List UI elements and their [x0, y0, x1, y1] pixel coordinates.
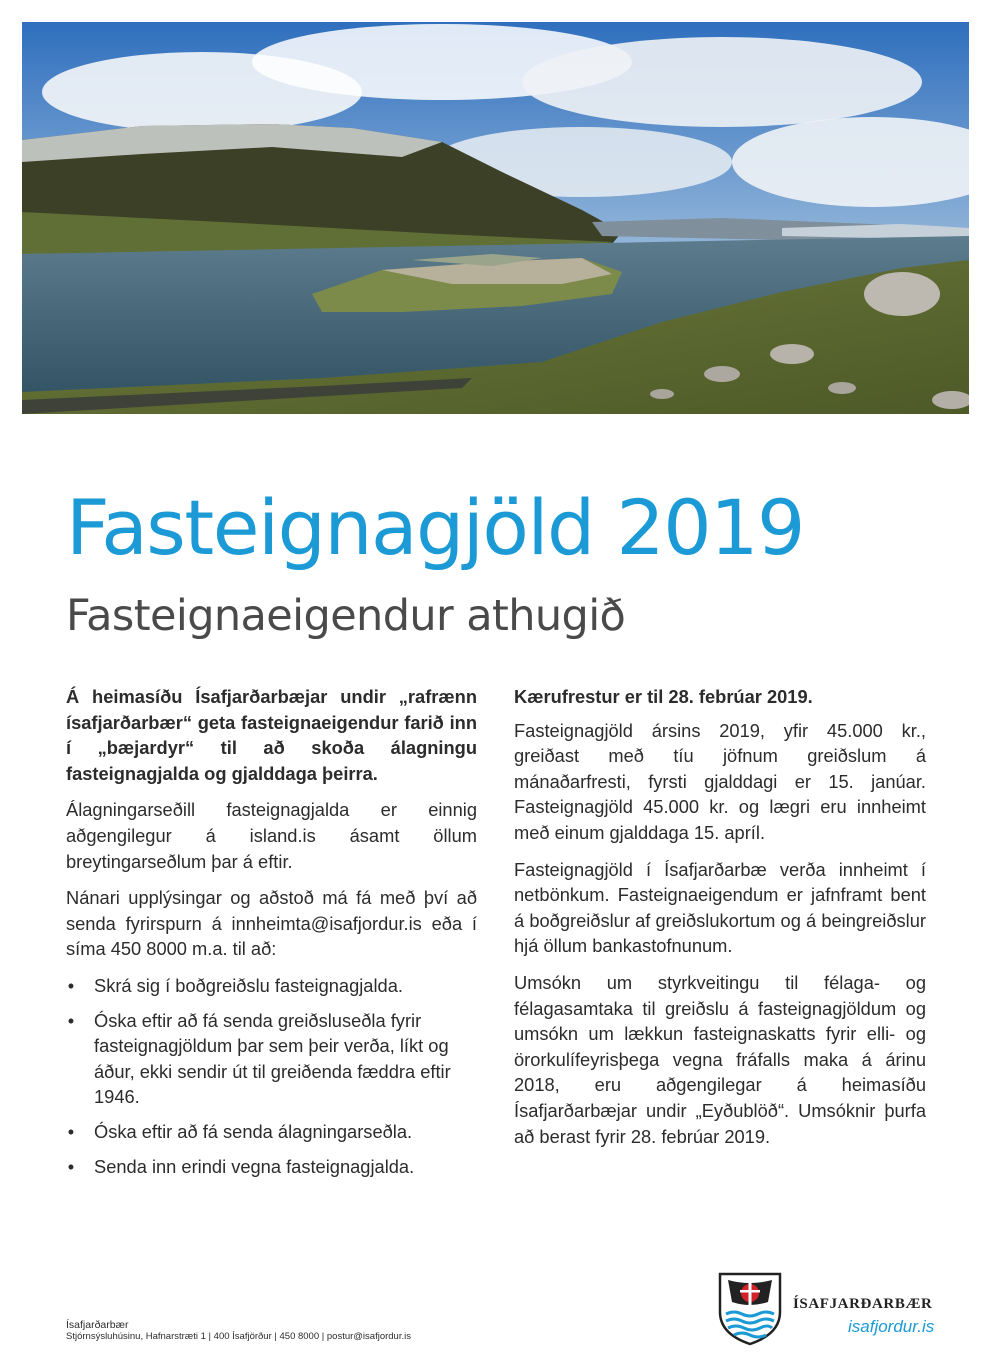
list-item-text: Skrá sig í boðgreiðslu fasteignagjalda. [94, 974, 403, 996]
list-item-text: Óska eftir að fá senda greiðsluseðla fyrir fasteignagjöldum þar sem þeir verða, líkt og áður, ekki sendir út til greiðenda fæddra eftir 1946. [94, 1009, 451, 1108]
intro-paragraph: Á heimasíðu Ísafjarðarbæjar undir „rafrænn ísafjarðarbær“ geta fasteignaeigendur farið inn í „bæjardyr“ til að skoða álagningu fasteignagjalda og gjalddaga þeirra. [66, 686, 477, 784]
service-list [66, 973, 477, 1179]
coat-of-arms-icon [718, 1272, 782, 1346]
page-subtitle: Fasteignaeigendur athugið [66, 591, 626, 641]
collection-paragraph: Fasteignagjöld í Ísafjarðarbæ verða innheimt í netbönkum. Fasteignaeigendum er jafnframt bent á boðgreiðslur af greiðslukortum og á beingreiðslur hjá öllum bankastofnunum. [514, 858, 926, 957]
payment-paragraph: Fasteignagjöld ársins 2019, yfir 45.000 kr., greiðast með tíu jöfnum greiðslum á mánaðarfresti, fyrsti gjalddagi er 15. janúar. Fasteignagjöld 45.000 kr. og lægri eru innheimt með einum gjalddaga 15. apríl. [514, 719, 926, 843]
right-column [514, 684, 926, 1160]
footer-address: Stjórnsýsluhúsinu, Hafnarstræti 1 | 400 Ísafjörður | 450 8000 | postur@isafjordur.is [66, 1331, 411, 1342]
footer [66, 1319, 411, 1343]
list-item [66, 973, 477, 999]
website-link[interactable]: isafjordur.is [848, 1317, 935, 1336]
bullet-marker: • [67, 974, 75, 996]
page-title: Fasteignagjöld 2019 [66, 483, 804, 572]
bullet-marker: • [67, 1155, 75, 1177]
contact-paragraph: Nánari upplýsingar og aðstoð má fá með því að senda fyrirspurn á innheimta@isafjordur.is eða í síma 450 8000 m.a. til að: [66, 887, 477, 960]
list-item-text: Senda inn erindi vegna fasteignagjalda. [94, 1155, 415, 1177]
list-item [66, 1008, 477, 1110]
footer-org-name: Ísafjarðarbær [66, 1319, 129, 1331]
list-item [66, 1119, 477, 1145]
bullet-marker: • [67, 1120, 75, 1142]
brand-name: ÍSAFJARÐARBÆR [793, 1296, 933, 1312]
deadline-heading: Kærufrestur er til 28. febrúar 2019. [514, 686, 813, 707]
hero-photo-fjord [22, 22, 969, 414]
list-item-text: Óska eftir að fá senda álagningarseðla. [94, 1120, 413, 1142]
list-item [66, 1154, 477, 1180]
info-paragraph: Álagningarseðill fasteignagjalda er einnig aðgengilegur á island.is ásamt öllum breytingarseðlum þar á eftir. [66, 799, 477, 872]
application-paragraph: Umsókn um styrkveitingu til félaga- og félagasamtaka til greiðslu á fasteignagjöldum og umsókn um lækkun fasteignaskatts fyrir elli- og örorkulífeyrisþega vegna fráfalls maka á árinu 2018, eru aðgengilegar á heimasíðu Ísafjarðarbæjar undir „Eyðublöð“. Umsóknir þurfa að berast fyrir 28. febrúar 2019. [514, 971, 926, 1147]
bullet-marker: • [67, 1009, 75, 1031]
left-column [66, 684, 477, 1188]
